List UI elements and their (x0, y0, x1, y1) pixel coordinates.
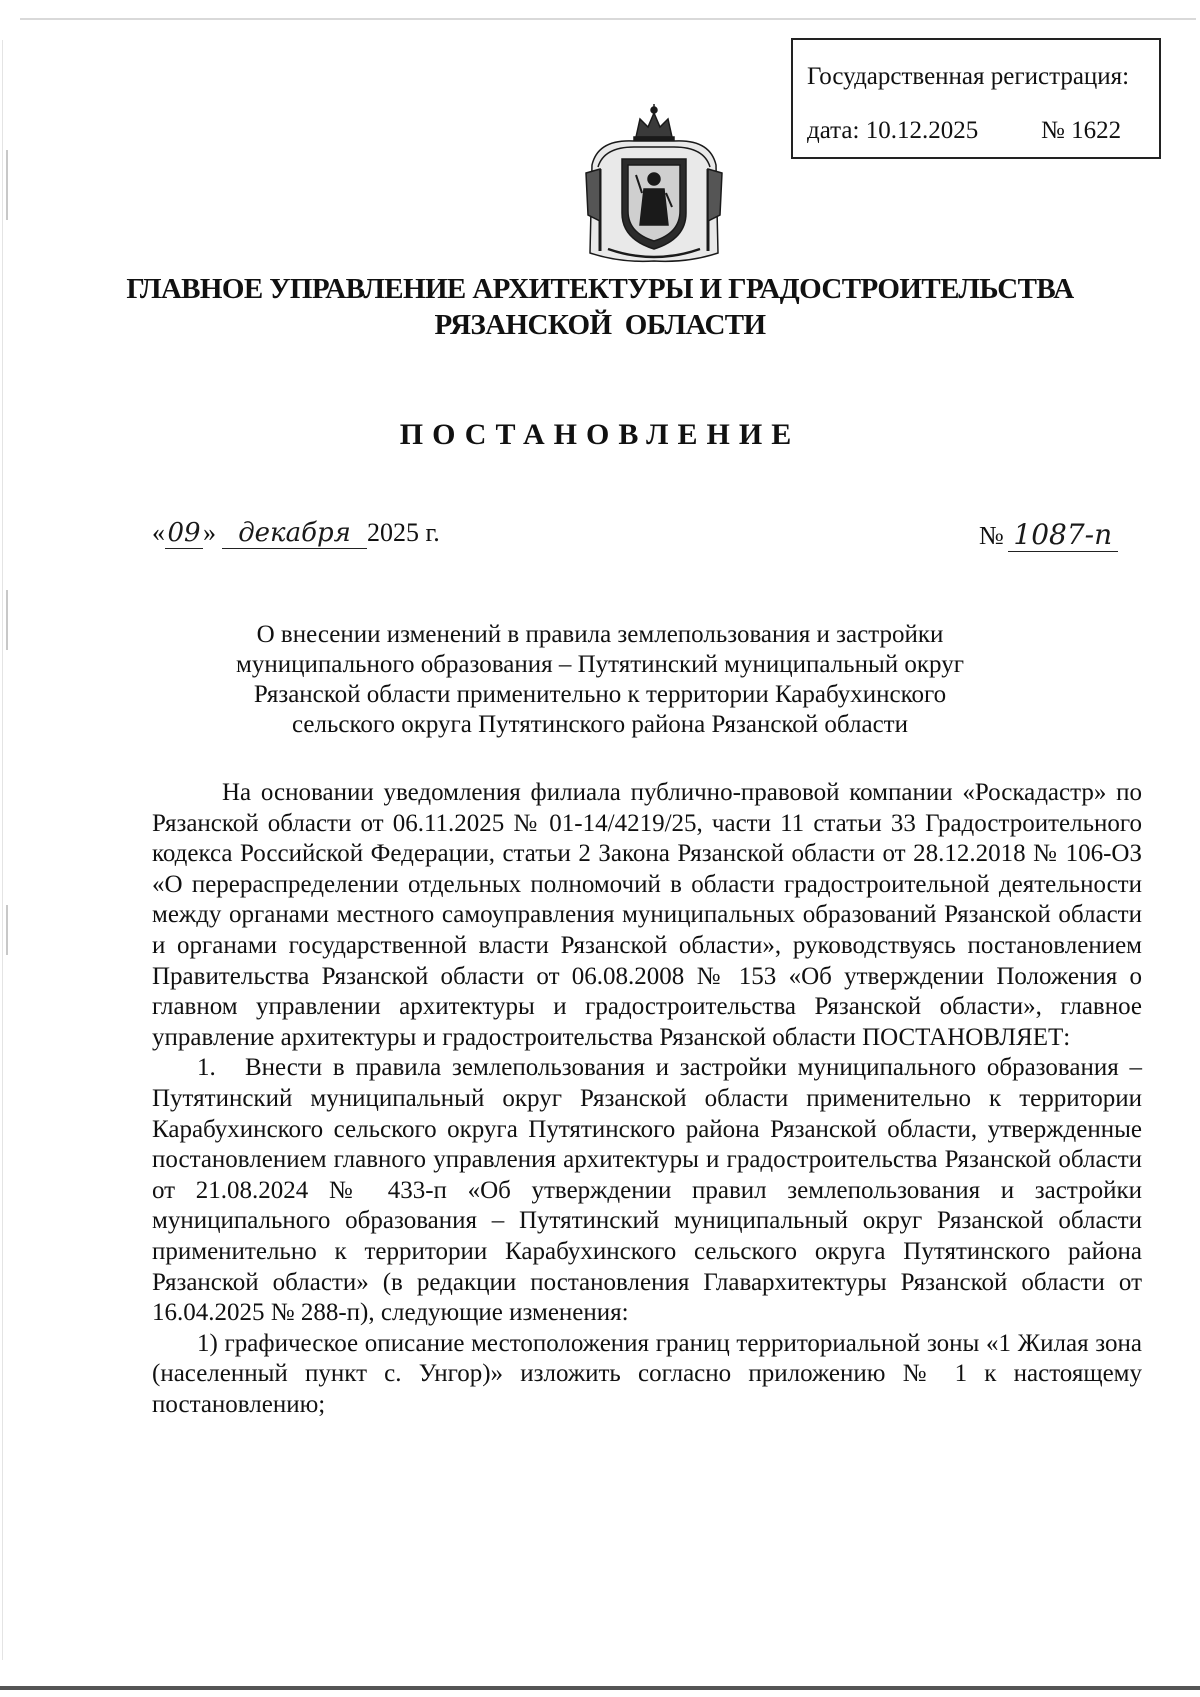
number-handwritten: 1087-п (1008, 518, 1118, 552)
date-open-quote: « (152, 518, 165, 547)
date-month-handwritten: декабря (222, 518, 367, 549)
date-year: 2025 г. (367, 518, 440, 547)
organization-title-line2: РЯЗАНСКОЙ ОБЛАСТИ (434, 309, 766, 341)
document-number (979, 518, 1118, 552)
document-date (152, 518, 440, 549)
document-subject (160, 620, 1040, 740)
registration-date: дата: 10.12.2025 (807, 117, 979, 144)
scan-edge-bottom (0, 1686, 1200, 1690)
scan-mark (6, 150, 8, 220)
date-close-quote: » (203, 518, 216, 547)
ryazan-coat-of-arms-icon (578, 103, 730, 263)
scan-edge-top (20, 18, 1196, 20)
registration-title: Государственная регистрация: (807, 63, 1130, 90)
scan-edge-left (2, 40, 3, 1660)
subject-line2: муниципального образования – Путятинский муниципальный округ (236, 651, 964, 678)
subitem-1-paragraph: 1) графическое описание местоположения границ территориальной зоны «1 Жилая зона (населенный пункт с. Унгор)» изложить согласно приложению № 1 к настоящему постановлению; (152, 1329, 1142, 1418)
organization-title (100, 271, 1100, 343)
item-1-number: 1. (197, 1054, 216, 1082)
subject-line1: О внесении изменений в правила землепользования и застройки (256, 621, 944, 648)
organization-title-line1: ГЛАВНОЕ УПРАВЛЕНИЕ АРХИТЕКТУРЫ И ГРАДОСТРОИТЕЛЬСТВА (126, 273, 1074, 305)
number-prefix: № (979, 521, 1004, 550)
registration-number: № 1622 (1041, 117, 1122, 144)
preamble-paragraph: На основании уведомления филиала публично-правовой компании «Роскадастр» по Рязанской области от 06.11.2025 № 01-14/4219/25, части 11 статьи 33 Градостроительного кодекса Российской Федерации, статьи 2 Закона Рязанской области от 28.12.2018 № 106-ОЗ «О перераспределении отдельных полномочий в области градостроительной деятельности между органами местного самоуправления муниципальных образований Рязанской области и органами государственной власти Рязанской области», руководствуясь постановлением Правительства Рязанской области от 06.08.2008 № 153 «Об утверждении Положения о главном управлении архитектуры и градостроительства Рязанской области», главное управление архитектуры и градостроительства Рязанской области ПОСТАНОВЛЯЕТ: (152, 779, 1142, 1051)
item-1-paragraph (152, 1053, 1142, 1328)
subject-line3: Рязанской области применительно к территории Карабухинского (253, 681, 947, 708)
date-day-handwritten: 09 (165, 518, 203, 549)
scan-mark (6, 905, 8, 955)
document-type-heading: ПОСТАНОВЛЕНИЕ (399, 418, 801, 451)
subject-line4: сельского округа Путятинского района Рязанской области (291, 711, 908, 738)
scan-mark (6, 590, 8, 650)
item-1-text: Внести в правила землепользования и застройки муниципального образования – Путятинский муниципальный округ Рязанской области применительно к территории Карабухинского сельского округа Путятинского района Рязанской области, утвержденные постановлением главного управления архитектуры и градостроительства Рязанской области от 21.08.2024 № 433-п «Об утверждении правил землепользования и застройки муниципального образования – Путятинский муниципальный округ Рязанской области применительно к территории Карабухинского сельского округа Путятинского района Рязанской области» (в редакции постановления Главархитектуры Рязанской области от 16.04.2025 № 288-п), следующие изменения: (152, 1054, 1142, 1327)
registration-stamp (791, 38, 1161, 159)
document-body (152, 778, 1142, 1420)
